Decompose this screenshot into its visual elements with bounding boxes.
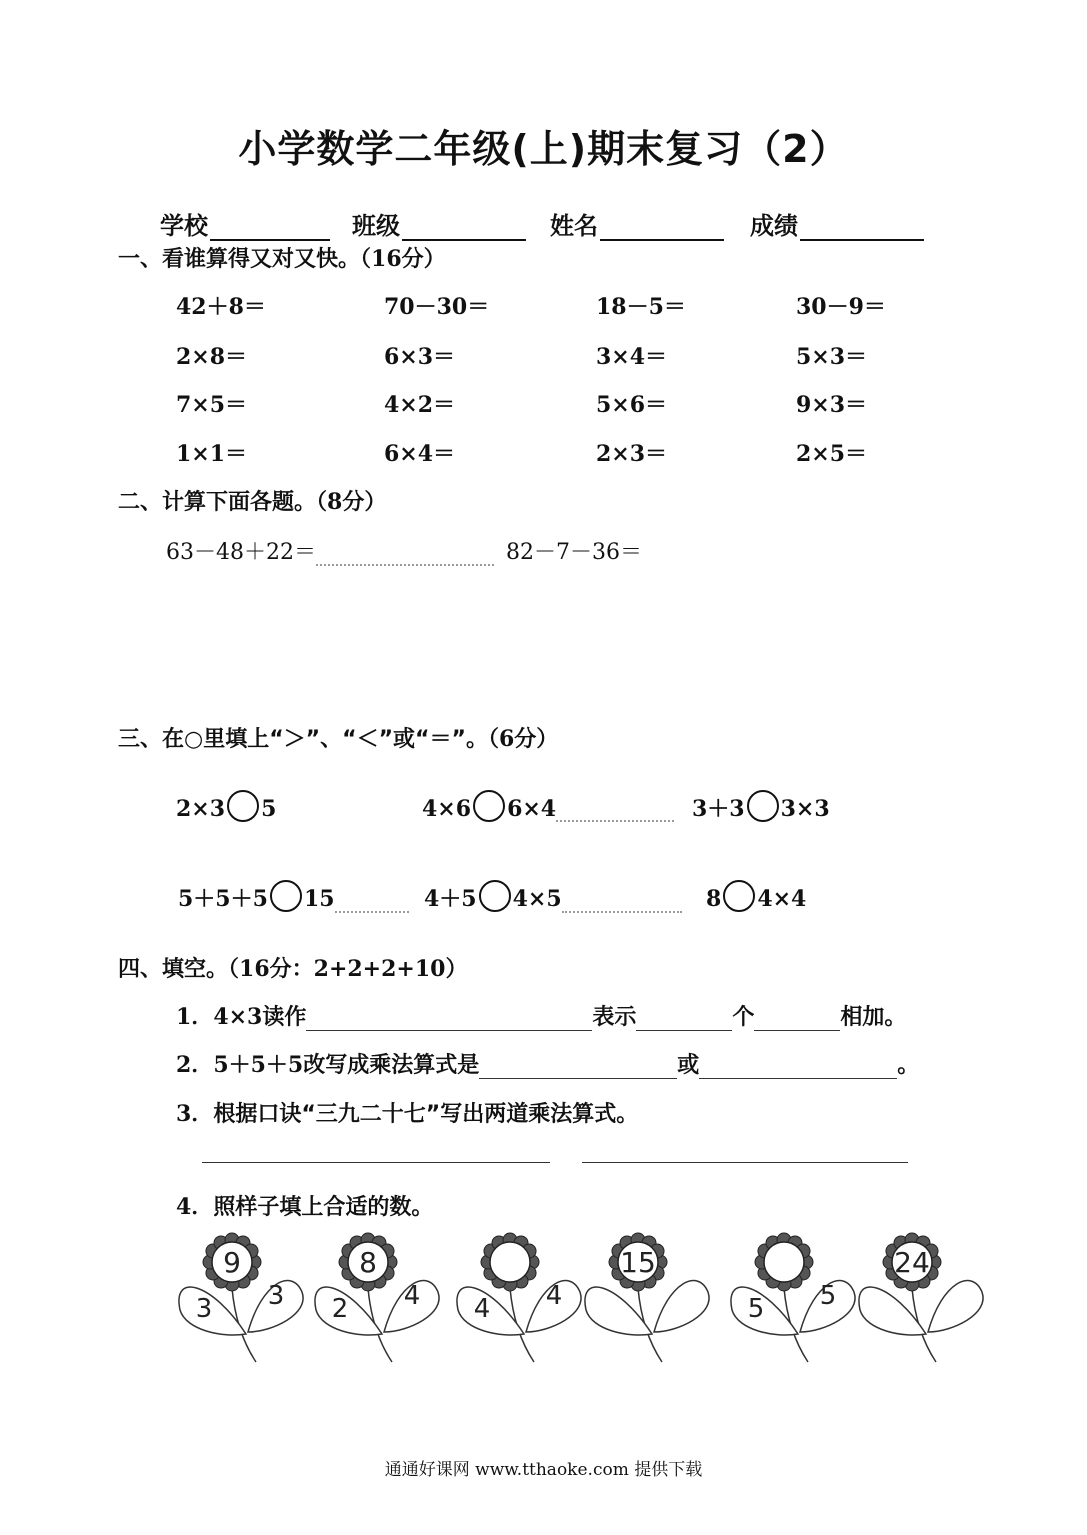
answer-circle[interactable] — [227, 790, 259, 822]
leaf-number-left: 3 — [195, 1294, 213, 1324]
answer-circle[interactable] — [270, 880, 302, 912]
flower-center-number: 15 — [620, 1246, 656, 1279]
arithmetic-problem: 3×4＝ — [596, 344, 668, 370]
fill-question-4: 4．照样子填上合适的数。 — [176, 1194, 434, 1220]
answer-line-1[interactable] — [202, 1162, 550, 1163]
leaf-number-left: 5 — [747, 1294, 765, 1324]
leaf-number-right: 3 — [267, 1281, 285, 1311]
flower-center[interactable] — [764, 1242, 804, 1282]
answer-circle[interactable] — [479, 880, 511, 912]
flower-diagram — [0, 1225, 1087, 1375]
footer-credit: 通通好课网 www.tthaoke.com 提供下载 — [384, 1460, 703, 1480]
arithmetic-problem: 6×3＝ — [384, 344, 456, 370]
score-field[interactable]: 成绩 — [750, 206, 924, 241]
fill-question-3: 3．根据口诀“三九二十七”写出两道乘法算式。 — [176, 1101, 639, 1127]
leaf-number-left: 2 — [331, 1294, 349, 1324]
compare-item: 4＋5 4×5 — [424, 880, 682, 913]
page-title: 小学数学二年级(上)期末复习（2） — [238, 127, 849, 171]
compare-item: 8 4×4 — [706, 880, 806, 912]
arithmetic-problem: 7×5＝ — [176, 392, 248, 418]
arithmetic-problem: 6×4＝ — [384, 441, 456, 467]
answer-blank[interactable] — [479, 1060, 677, 1079]
answer-blank[interactable] — [699, 1060, 897, 1079]
section-4-heading: 四、填空。（16分：2+2+2+10） — [118, 956, 468, 982]
section-2-problem-2: 82－7－36＝ — [506, 540, 642, 565]
name-field[interactable]: 姓名 — [550, 206, 724, 241]
leaf-number-right: 4 — [403, 1281, 421, 1311]
answer-circle[interactable] — [747, 790, 779, 822]
school-field[interactable]: 学校 — [160, 206, 330, 241]
flower-center[interactable] — [490, 1242, 530, 1282]
answer-line-2[interactable] — [582, 1162, 908, 1163]
answer-circle[interactable] — [473, 790, 505, 822]
arithmetic-problem: 5×3＝ — [796, 344, 868, 370]
arithmetic-problem: 2×8＝ — [176, 344, 248, 370]
answer-circle[interactable] — [723, 880, 755, 912]
answer-blank[interactable] — [754, 1012, 840, 1031]
fill-question-1: 1．4×3读作 表示 个 相加。 — [176, 1004, 907, 1030]
class-field[interactable]: 班级 — [352, 206, 526, 241]
leaf-number-left: 4 — [473, 1294, 491, 1324]
answer-blank[interactable] — [306, 1012, 592, 1031]
section-2-heading: 二、计算下面各题。（8分） — [118, 489, 387, 515]
arithmetic-problem: 2×3＝ — [596, 441, 668, 467]
compare-item: 2×3 5 — [176, 790, 276, 822]
answer-blank[interactable] — [636, 1012, 732, 1031]
arithmetic-problem: 5×6＝ — [596, 392, 668, 418]
flower-center-number: 8 — [359, 1246, 377, 1279]
arithmetic-problem: 70－30＝ — [384, 294, 490, 320]
leaf-number-right: 5 — [819, 1281, 837, 1311]
arithmetic-problem: 4×2＝ — [384, 392, 456, 418]
compare-item: 3＋3 3×3 — [692, 790, 830, 823]
compare-item: 5＋5＋5 15 — [178, 880, 409, 913]
arithmetic-problem: 9×3＝ — [796, 392, 868, 418]
section-2-problem-1: 63－48＋22＝ — [166, 535, 494, 566]
leaf-number-right: 4 — [545, 1281, 563, 1311]
flower-center-number: 9 — [223, 1246, 241, 1279]
flower-center-number: 24 — [894, 1246, 930, 1279]
arithmetic-problem: 30－9＝ — [796, 294, 886, 320]
arithmetic-problem: 42＋8＝ — [176, 294, 266, 320]
fill-question-2: 2．5＋5＋5改写成乘法算式是 或 。 — [176, 1052, 920, 1078]
arithmetic-problem: 2×5＝ — [796, 441, 868, 467]
section-1-heading: 一、看谁算得又对又快。（16分） — [118, 246, 446, 272]
arithmetic-problem: 1×1＝ — [176, 441, 248, 467]
compare-item: 4×6 6×4 — [422, 790, 674, 822]
arithmetic-problem: 18－5＝ — [596, 294, 686, 320]
section-3-heading: 三、在○里填上“＞”、“＜”或“＝”。（6分） — [118, 726, 559, 752]
